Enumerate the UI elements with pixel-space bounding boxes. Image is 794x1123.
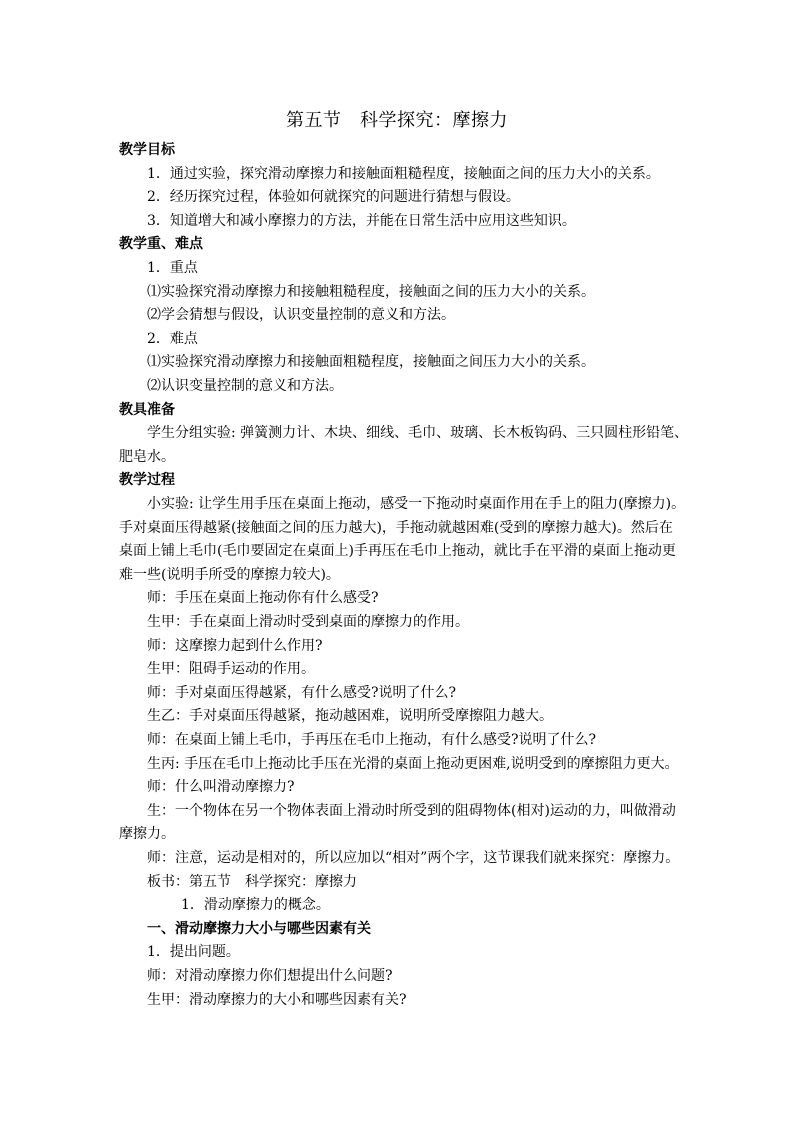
section-heading: 教学重、难点	[119, 236, 203, 253]
text-line: 师：这摩擦力起到什么作用?	[147, 637, 323, 654]
text-line: ⑴实验探究滑动摩擦力和接触粗糙程度，接触面之间的压力大小的关系。	[147, 283, 595, 300]
text-line: 生甲：滑动摩擦力的大小和哪些因素有关?	[147, 991, 407, 1008]
text-line: 2．经历探究过程，体验如何就探究的问题进行猜想与假设。	[147, 189, 520, 206]
text-line: 生丙: 手压在毛巾上拖动比手压在光滑的桌面上拖动更困难,说明受到的摩擦阻力更大。	[147, 755, 679, 772]
section-heading: 教学目标	[119, 142, 175, 158]
text-line: 桌面上铺上毛巾(毛巾要固定在桌面上)手再压在毛巾上拖动，就比手在平滑的桌面上拖动更	[119, 543, 676, 560]
text-line: ⑴实验探究滑动摩擦力和接触面粗糙程度，接触面之间压力大小的关系。	[147, 354, 595, 371]
text-line: 师：手压在桌面上拖动你有什么感受?	[147, 590, 379, 607]
text-line: 手对桌面压得越紧(接触面之间的压力越大)，手拖动就越困难(受到的摩擦力越大)。然后在	[119, 519, 673, 536]
text-line: 师：手对桌面压得越紧，有什么感受?说明了什么?	[147, 684, 457, 701]
text-line: 小实验: 让学生用手压在桌面上拖动，感受一下拖动时桌面作用在手上的阻力(摩擦力)。	[147, 496, 686, 512]
text-line: 1．提出问题。	[147, 944, 240, 961]
text-line: 板书：第五节 科学探究：摩擦力	[147, 873, 357, 890]
text-line: 师：什么叫滑动摩擦力?	[147, 779, 295, 796]
text-line: ⑵学会猜想与假设，认识变量控制的意义和方法。	[147, 307, 455, 324]
text-line: 师：对滑动摩擦力你们想提出什么问题?	[147, 968, 393, 984]
text-line: 师：在桌面上铺上毛巾，手再压在毛巾上拖动，有什么感受?说明了什么?	[147, 732, 597, 748]
section-heading: 教学过程	[119, 472, 175, 489]
text-line: 难一些(说明手所受的摩擦力较大)。	[119, 566, 340, 583]
text-line: 生甲：手在桌面上滑动时受到桌面的摩擦力的作用。	[147, 614, 469, 630]
text-line: 生乙：手对桌面压得越紧，拖动越困难，说明所受摩擦阻力越大。	[147, 708, 553, 725]
page-title: 第五节 科学探究：摩擦力	[286, 110, 508, 131]
text-line: 1．通过实验，探究滑动摩擦力和接触面粗糙程度，接触面之间的压力大小的关系。	[147, 165, 660, 182]
text-line: ⑵认识变量控制的意义和方法。	[147, 378, 343, 394]
section-heading: 教具准备	[119, 401, 175, 418]
text-line: 1．重点	[147, 260, 198, 276]
section-heading: 一、滑动摩擦力大小与哪些因素有关	[147, 920, 371, 937]
text-line: 师：注意，运动是相对的，所以应加以“相对”两个字，这节课我们就来探究：摩擦力。	[147, 850, 680, 866]
text-line: 肥皂水。	[119, 448, 175, 465]
text-line: 摩擦力。	[119, 826, 175, 843]
text-line: 1．滑动摩擦力的概念。	[181, 897, 330, 914]
text-line: 生甲：阻碍手运动的作用。	[147, 661, 315, 678]
text-line: 2．难点	[147, 330, 198, 347]
text-line: 生：一个物体在另一个物体表面上滑动时所受到的阻碍物体(相对)运动的力，叫做滑动	[147, 802, 676, 819]
text-line: 学生分组实验: 弹簧测力计、木块、细线、毛巾、玻璃、长木板钩码、三只圆柱形铅笔、	[147, 425, 689, 442]
text-line: 3．知道增大和减小摩擦力的方法，并能在日常生活中应用这些知识。	[147, 212, 576, 229]
